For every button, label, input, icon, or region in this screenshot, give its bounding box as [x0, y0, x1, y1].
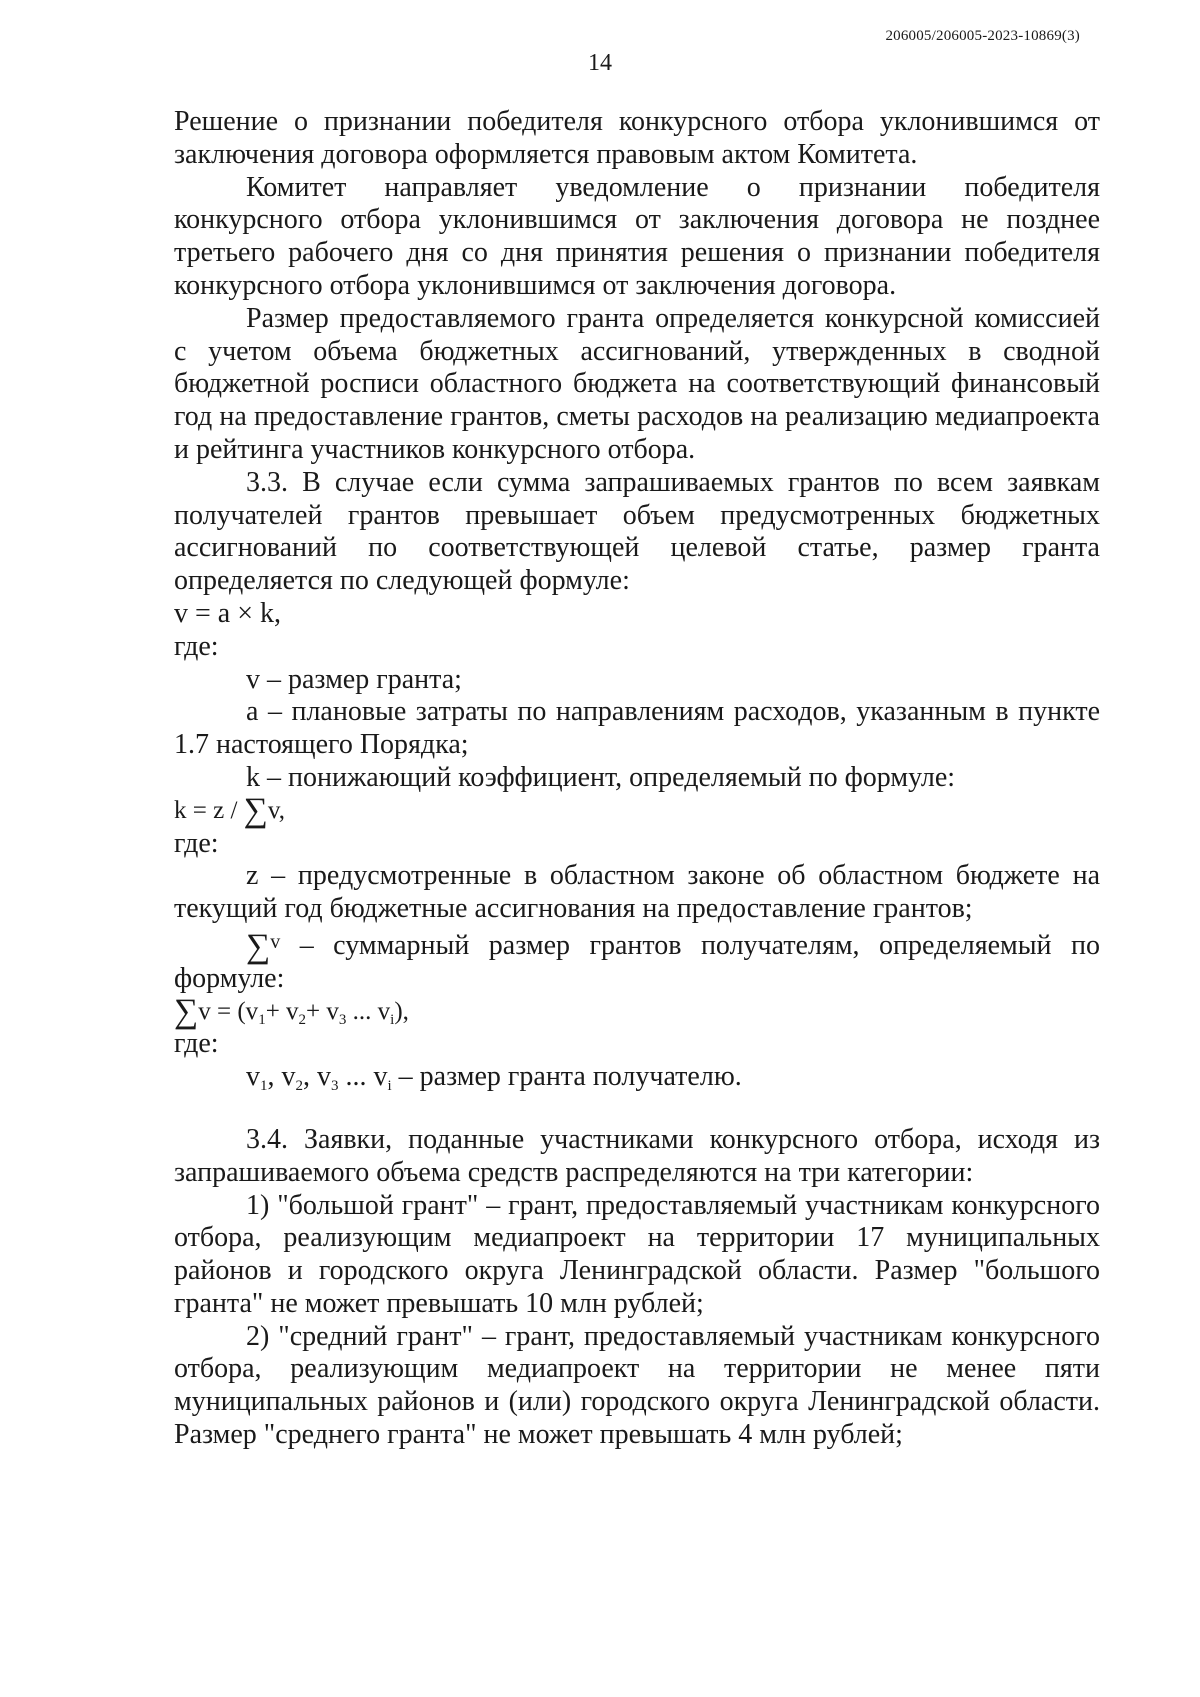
text-part: , v [267, 1061, 296, 1093]
subscript: i [387, 1078, 392, 1095]
text-part: ... v [338, 1061, 388, 1093]
text-part: – размер гранта получателю. [391, 1061, 742, 1093]
list-item-medium-grant: 2) "средний грант" – грант, предоставляемый участникам конкурсного отбора, реализующим медиапроект на территории не менее пяти муниципальных районов и (или) городского округа Ленинградской области. Размер "среднего гранта" не может превышать 4 млн рублей; [174, 1320, 1100, 1451]
subscript: 3 [331, 1078, 339, 1095]
sigma-variable: v [270, 930, 281, 953]
sigma-symbol: ∑ [246, 927, 271, 965]
formula-v: v = a × k, [174, 597, 282, 629]
paragraph-3-4: 3.4. Заявки, поданные участниками конкурсного отбора, исходя из запрашиваемого объема средств распределяются на три категории: [174, 1123, 1100, 1188]
subscript: 3 [338, 1011, 347, 1028]
document-body [174, 106, 1100, 1452]
formula-part: ), [394, 997, 409, 1025]
definition-z: z – предусмотренные в областном законе об областном бюджете на текущий год бюджетные ассигнования на предоставление грантов; [174, 860, 1100, 925]
where-label: где: [174, 827, 219, 859]
list-item-big-grant: 1) "большой грант" – грант, предоставляемый участникам конкурсного отбора, реализующим медиапроект на территории 17 муниципальных районов и городского округа Ленинградской области. Размер "большого гранта" не может превышать 10 млн рублей; [174, 1189, 1100, 1319]
subscript: 2 [295, 1078, 303, 1095]
paragraph-notification: Комитет направляет уведомление о признании победителя конкурсного отбора уклонившимся от заключения договора не позднее третьего рабочего дня со дня принятия решения о признании победителя конкурсного отбора уклонившимся от заключения договора. [174, 171, 1100, 301]
definition-sum-v [174, 926, 1100, 996]
formula-k-left: k = z / [174, 796, 238, 824]
paragraph-3-3: 3.3. В случае если сумма запрашиваемых грантов по всем заявкам получателей грантов превышает объем предусмотренных бюджетных ассигнований по соответствующей целевой статье, размер гранта определяется по следующей формуле: [174, 466, 1100, 597]
subscript: i [390, 1011, 395, 1028]
page-number: 14 [588, 50, 612, 76]
formula-k-right: v, [267, 796, 286, 824]
subscript: 1 [260, 1078, 268, 1095]
paragraph-grant-size: Размер предоставляемого гранта определяется конкурсной комиссией с учетом объема бюджетных ассигнований, утвержденных в сводной бюджетной росписи областного бюджета на соответствующий финансовый год на предоставление грантов, сметы расходов на реализацию медиапроекта и рейтинга участников конкурсного отбора. [174, 302, 1100, 465]
where-label: где: [174, 1028, 219, 1060]
text-part: v [246, 1061, 260, 1093]
sigma-symbol: ∑ [243, 791, 268, 829]
spacer [174, 1094, 1100, 1124]
formula-part: ... v [346, 997, 391, 1025]
formula-part: v = (v [198, 997, 259, 1025]
text-part: , v [303, 1061, 331, 1093]
definition-k: k – понижающий коэффициент, определяемый по формуле: [246, 761, 956, 793]
sigma-symbol: ∑ [174, 992, 199, 1030]
subscript: 1 [258, 1011, 266, 1028]
definition-a: a – плановые затраты по направлениям расходов, указанным в пункте 1.7 настоящего Порядка; [174, 696, 1100, 761]
subscript: 2 [298, 1011, 307, 1028]
where-label: где: [174, 630, 219, 662]
paragraph-decision: Решение о признании победителя конкурсного отбора уклонившимся от заключения договора оформляется правовым актом Комитета. [174, 106, 1100, 170]
formula-part: + v [306, 997, 339, 1025]
definition-sum-text: – суммарный размер грантов получателям, определяемый по формуле: [174, 929, 1100, 994]
formula-sum-v [174, 992, 1100, 1030]
definition-v: v – размер гранта; [246, 663, 462, 695]
formula-part: + v [265, 997, 299, 1025]
document-id: 206005/206005-2023-10869(3) [885, 28, 1080, 44]
formula-k [174, 791, 1100, 829]
definition-vi [174, 1061, 1100, 1094]
